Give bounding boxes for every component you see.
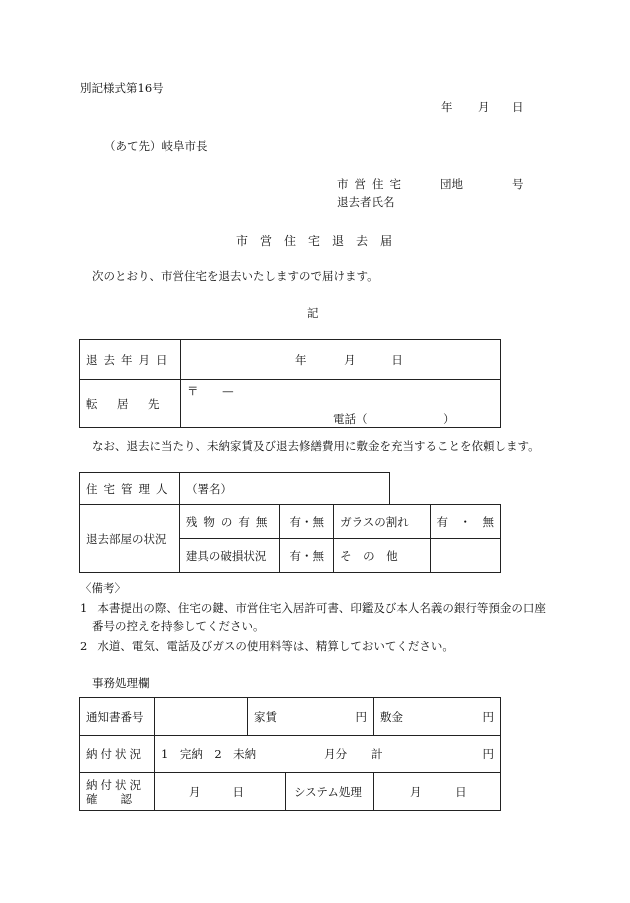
new-address-field[interactable] [181,380,501,428]
remarks-title: 〈備考〉 [80,581,126,595]
payment-confirm-date[interactable] [155,773,374,811]
status-item-fixtures: 建具の破損状況 [179,539,280,573]
status-item-glass: ガラスの割れ [334,505,430,539]
deposit-label: 敷金 [380,709,403,724]
ki-label: 記 [307,306,319,320]
payment-options: 1 完納 2 未納 [161,747,257,761]
status-item-other: そ の 他 [334,539,430,573]
confirm-month: 月 [189,784,201,799]
intro-text: 次のとおり、市営住宅を退去いたしますので届けます。 [92,269,379,283]
manager-signature[interactable]: （署名） [186,482,232,496]
status-val-other[interactable] [430,539,501,573]
system-day: 日 [455,784,467,799]
payment-field[interactable] [155,736,501,773]
move-out-date-label: 退去年月日 [80,340,181,380]
housing-number: 号 [512,177,524,191]
deposit-field[interactable] [374,698,501,736]
remark-1: 1 本書提出の際、住宅の鍵、市営住宅入居許可書、印鑑及び本人名義の銀行等預金の口座 [80,601,546,615]
payment-month-label: 月分 [324,747,348,761]
office-title: 事務処理欄 [92,676,150,690]
rent-yen: 円 [355,709,367,724]
move-out-day: 日 [391,352,403,367]
payment-yen: 円 [482,747,494,761]
room-status-label: 退去部屋の状況 [80,505,180,573]
payment-confirm-label: 納付状況 確 認 [80,773,155,811]
manager-row [79,472,390,505]
notice-no-field[interactable] [155,698,248,736]
form-number: 別記様式第16号 [80,81,164,95]
status-val-remaining[interactable]: 有・無 [280,505,334,539]
move-out-year: 年 [295,352,307,367]
leaver-name-label: 退去者氏名 [337,195,395,209]
housing-label: 市営住宅 [337,177,407,191]
status-item-remaining: 残物の有無 [179,505,280,539]
status-val-glass[interactable]: 有 ・ 無 [430,505,501,539]
remark-1-cont: 番号の控えを持参してください。 [92,619,265,633]
new-address-label: 転 居 先 [80,380,181,428]
date-year: 年 [441,100,453,114]
system-date[interactable] [374,773,501,811]
housing-danchi: 団地 [440,177,463,191]
remark-2: 2 水道、電気、電話及びガスの使用料等は、精算しておいてください。 [80,639,454,653]
deposit-yen: 円 [482,709,494,724]
date-day: 日 [512,100,524,114]
payment-label: 納付状況 [80,736,155,773]
postal-dash: — [222,384,234,398]
phone-close: ） [443,412,455,426]
deposit-note: なお、退去に当たり、未納家賃及び退去修繕費用に敷金を充当することを依頼します。 [92,439,540,453]
office-table [79,697,501,811]
rent-label: 家賃 [254,709,277,724]
phone-label: 電話（ [333,412,368,426]
move-out-month: 月 [344,352,356,367]
move-out-table [79,339,501,428]
system-month: 月 [410,784,422,799]
payment-total-label: 計 [371,747,383,761]
status-val-fixtures[interactable]: 有・無 [280,539,334,573]
date-month: 月 [478,100,490,114]
manager-label: 住宅管理人 [80,473,180,505]
move-out-date-field[interactable] [181,340,501,380]
confirm-day: 日 [232,784,244,799]
system-label: システム処理 [294,784,362,799]
postal-mark: 〒 [187,384,199,398]
rent-field[interactable] [248,698,374,736]
page-title: 市 営 住 宅 退 去 届 [236,234,393,248]
notice-no-label: 通知書番号 [80,698,155,736]
room-status-table [79,504,501,573]
addressee: （あて先）岐阜市長 [104,139,208,153]
